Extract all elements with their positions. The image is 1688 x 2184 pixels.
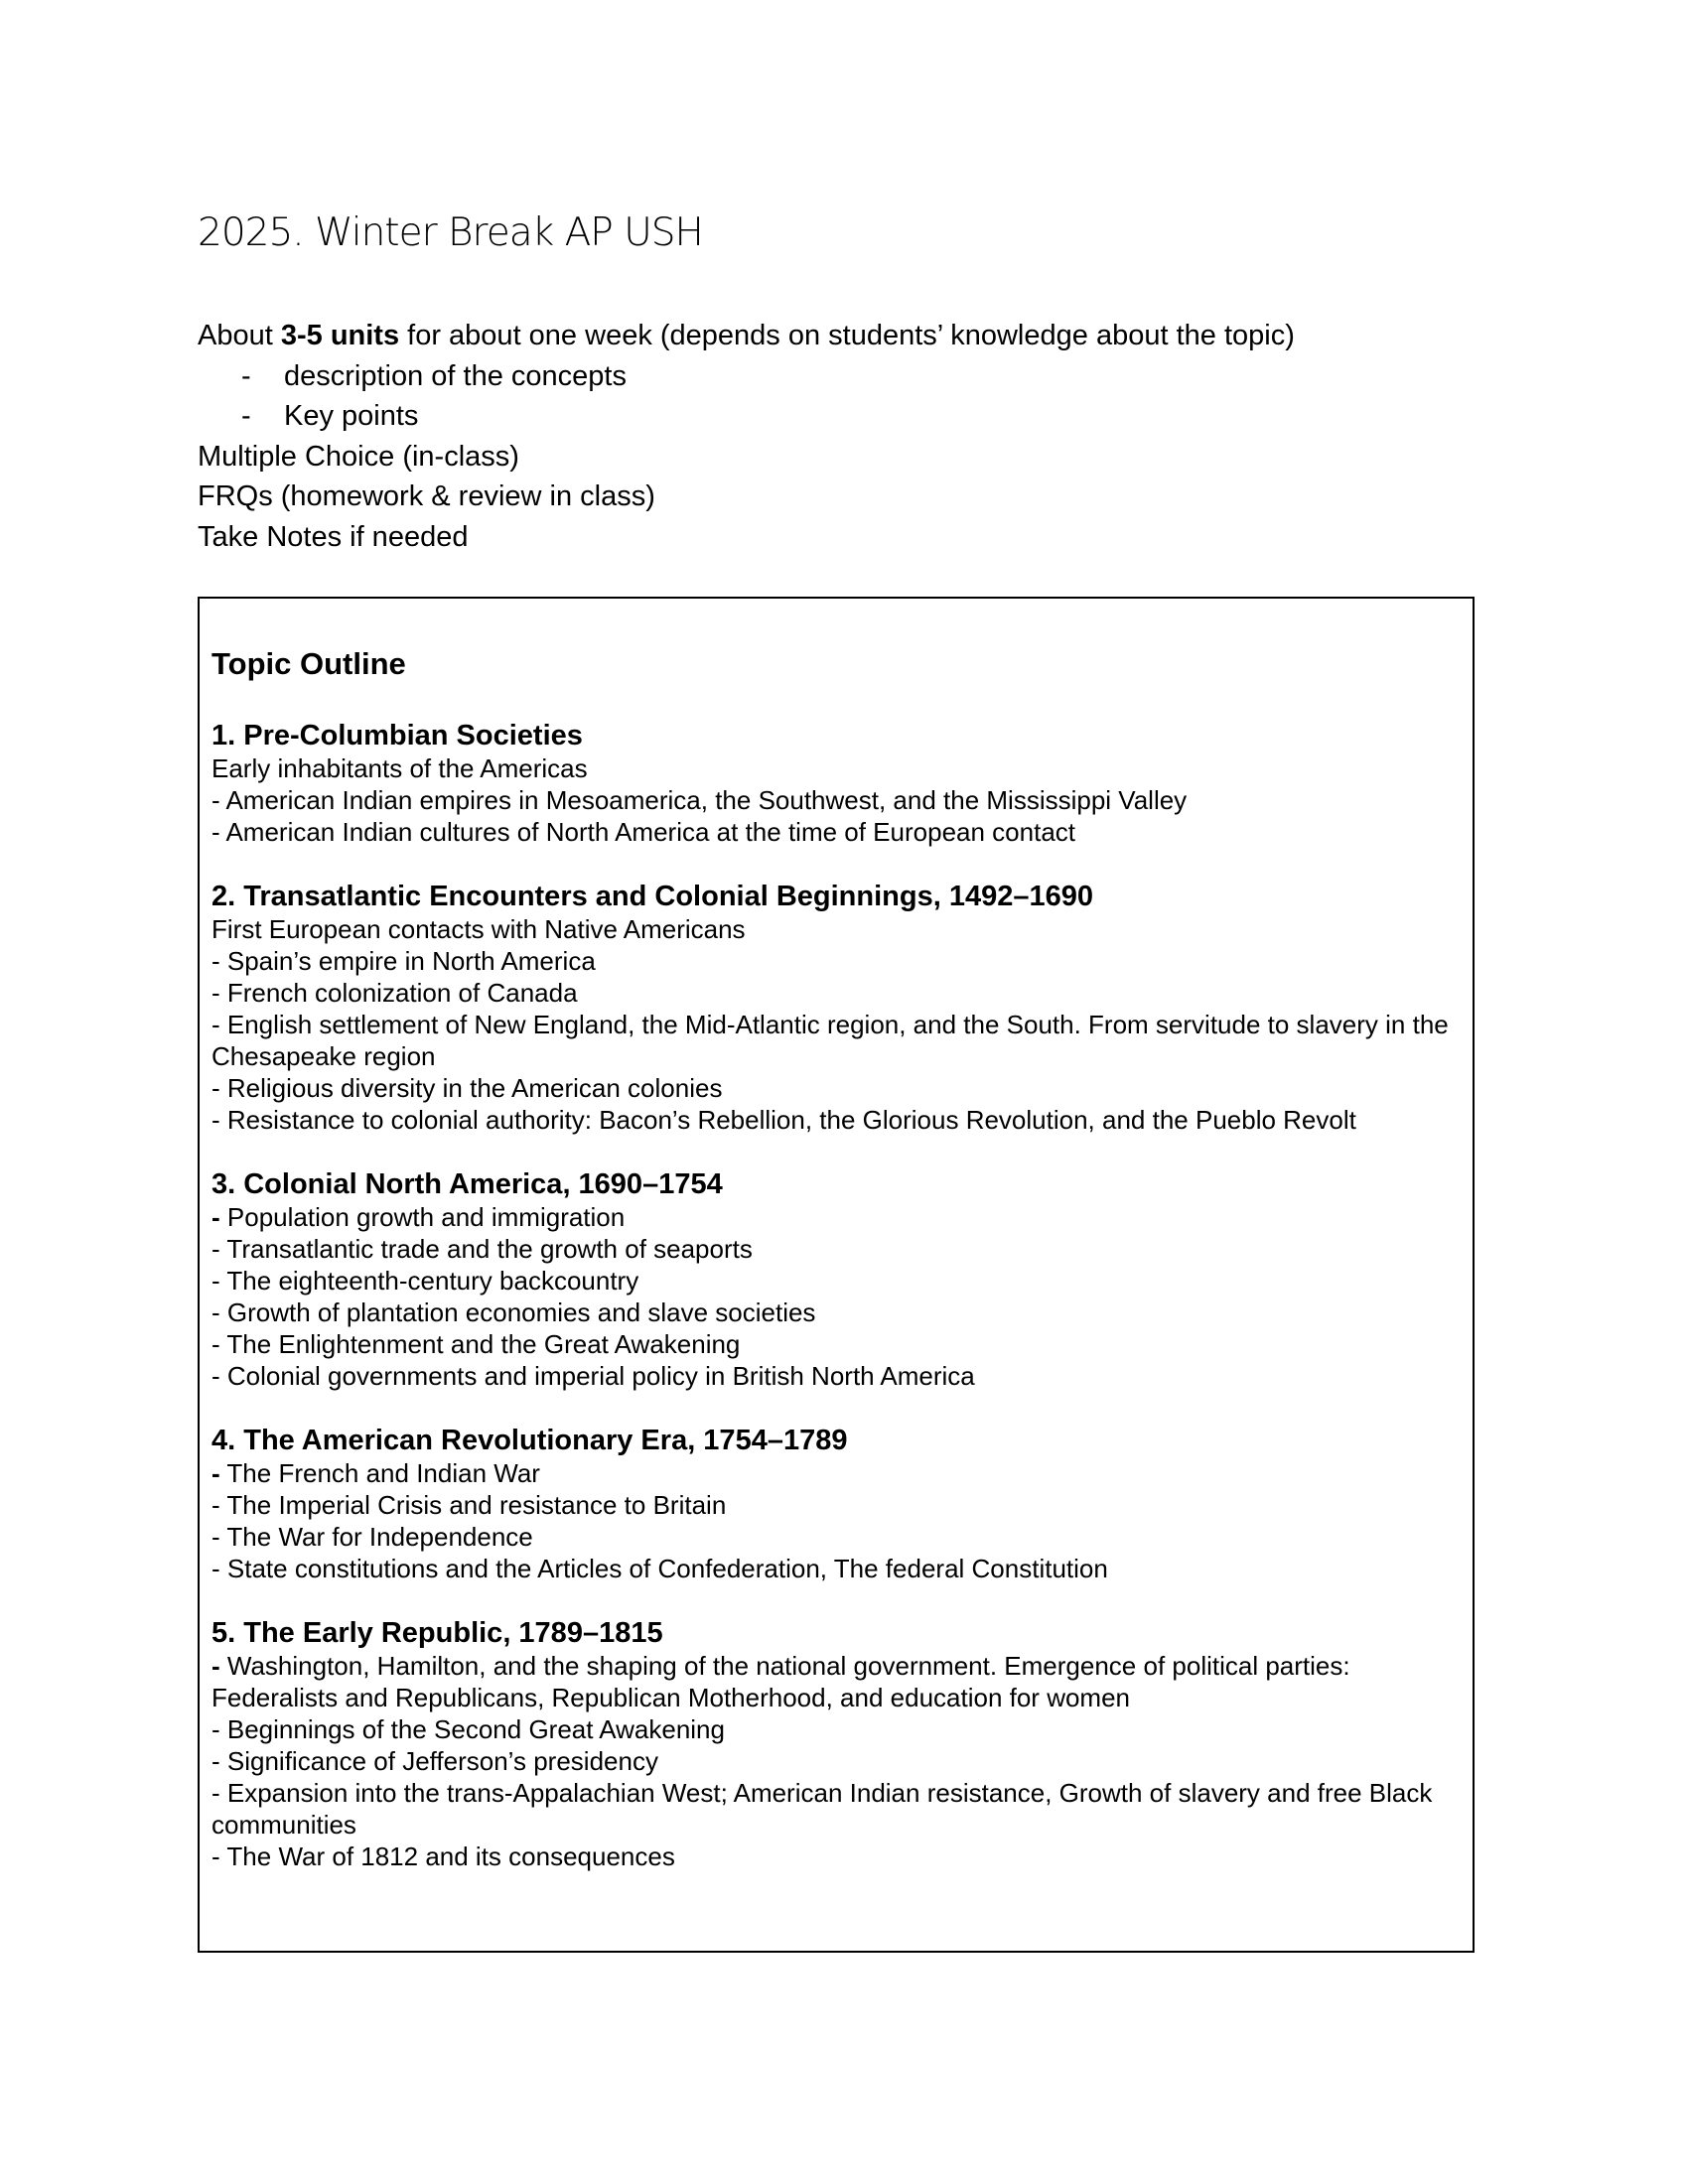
intro-bullet bbox=[198, 356, 1295, 397]
outline-section bbox=[211, 1616, 1473, 1872]
outline-section bbox=[211, 1167, 1473, 1392]
section-line: - Beginnings of the Second Great Awakening bbox=[211, 1714, 725, 1744]
section-line: - The Imperial Crisis and resistance to Britain bbox=[211, 1490, 727, 1520]
intro-bold: 3-5 units bbox=[280, 320, 400, 351]
section-line: - State constitutions and the Articles of Confederation, The federal Constitution bbox=[211, 1554, 1108, 1583]
topic-outline-box bbox=[198, 597, 1475, 1953]
bullet-marker: - bbox=[241, 400, 251, 432]
intro-text: for about one week (depends on students’ knowledge about the topic) bbox=[399, 320, 1295, 351]
section-title: 1. Pre-Columbian Societies bbox=[211, 720, 583, 751]
document-title: 2025. Winter Break AP USH bbox=[198, 210, 703, 255]
section-line: - The War for Independence bbox=[211, 1522, 533, 1552]
outline-section bbox=[211, 880, 1473, 1136]
outline-section bbox=[211, 1424, 1473, 1584]
section-line: - Growth of plantation economies and slave societies bbox=[211, 1297, 816, 1327]
section-line: - Transatlantic trade and the growth of seaports bbox=[211, 1234, 753, 1264]
section-line: - Expansion into the trans-Appalachian West; American Indian resistance, Growth of slavery and free Black communities bbox=[211, 1778, 1433, 1840]
intro-line: FRQs (homework & review in class) bbox=[198, 480, 655, 512]
section-line: First European contacts with Native Americans bbox=[211, 914, 746, 944]
section-line: - Spain’s empire in North America bbox=[211, 946, 596, 976]
section-line bbox=[211, 1201, 1473, 1233]
bullet-text: Key points bbox=[284, 400, 419, 432]
section-line: - Colonial governments and imperial policy in British North America bbox=[211, 1361, 975, 1391]
section-line: - French colonization of Canada bbox=[211, 978, 578, 1008]
line-text: Population growth and immigration bbox=[219, 1202, 626, 1232]
section-title: 4. The American Revolutionary Era, 1754–1789 bbox=[211, 1425, 848, 1456]
section-line: - The Enlightenment and the Great Awakening bbox=[211, 1329, 741, 1359]
intro-text: About bbox=[198, 320, 281, 351]
section-line: - English settlement of New England, the Mid-Atlantic region, and the South. From servitude to slavery in the Chesapeake region bbox=[211, 1010, 1449, 1071]
section-line: - Religious diversity in the American colonies bbox=[211, 1073, 723, 1103]
outline-section bbox=[211, 719, 1473, 848]
section-line: Early inhabitants of the Americas bbox=[211, 753, 588, 783]
section-line: - American Indian cultures of North America at the time of European contact bbox=[211, 817, 1075, 847]
section-title: 5. The Early Republic, 1789–1815 bbox=[211, 1617, 663, 1649]
section-line bbox=[211, 1457, 1473, 1489]
section-line: - The eighteenth-century backcountry bbox=[211, 1266, 639, 1296]
section-line: - Resistance to colonial authority: Bacon’s Rebellion, the Glorious Revolution, and the Pueblo Revolt bbox=[211, 1105, 1356, 1135]
section-line: - Significance of Jefferson’s presidency bbox=[211, 1746, 658, 1776]
intro-line: Multiple Choice (in-class) bbox=[198, 440, 519, 473]
intro-line: Take Notes if needed bbox=[198, 520, 469, 553]
section-title: 2. Transatlantic Encounters and Colonial Beginnings, 1492–1690 bbox=[211, 881, 1093, 912]
bold-dash: - bbox=[211, 1651, 220, 1681]
outline-heading: Topic Outline bbox=[211, 646, 406, 681]
section-line: - The War of 1812 and its consequences bbox=[211, 1842, 675, 1871]
section-line bbox=[211, 1650, 1453, 1713]
section-line: - American Indian empires in Mesoamerica, the Southwest, and the Mississippi Valley bbox=[211, 785, 1188, 815]
bullet-text: description of the concepts bbox=[284, 359, 627, 392]
intro-block bbox=[198, 316, 1295, 557]
section-title: 3. Colonial North America, 1690–1754 bbox=[211, 1168, 723, 1200]
bold-dash: - bbox=[211, 1202, 220, 1232]
intro-line bbox=[198, 316, 1295, 356]
line-text: The French and Indian War bbox=[219, 1458, 540, 1488]
line-text: Washington, Hamilton, and the shaping of the national government. Emergence of political parties: Federalists and Republicans, Republican Motherhood, and education for women bbox=[211, 1651, 1350, 1712]
bullet-marker: - bbox=[241, 359, 251, 392]
bold-dash: - bbox=[211, 1458, 220, 1488]
intro-bullet bbox=[198, 396, 1295, 437]
